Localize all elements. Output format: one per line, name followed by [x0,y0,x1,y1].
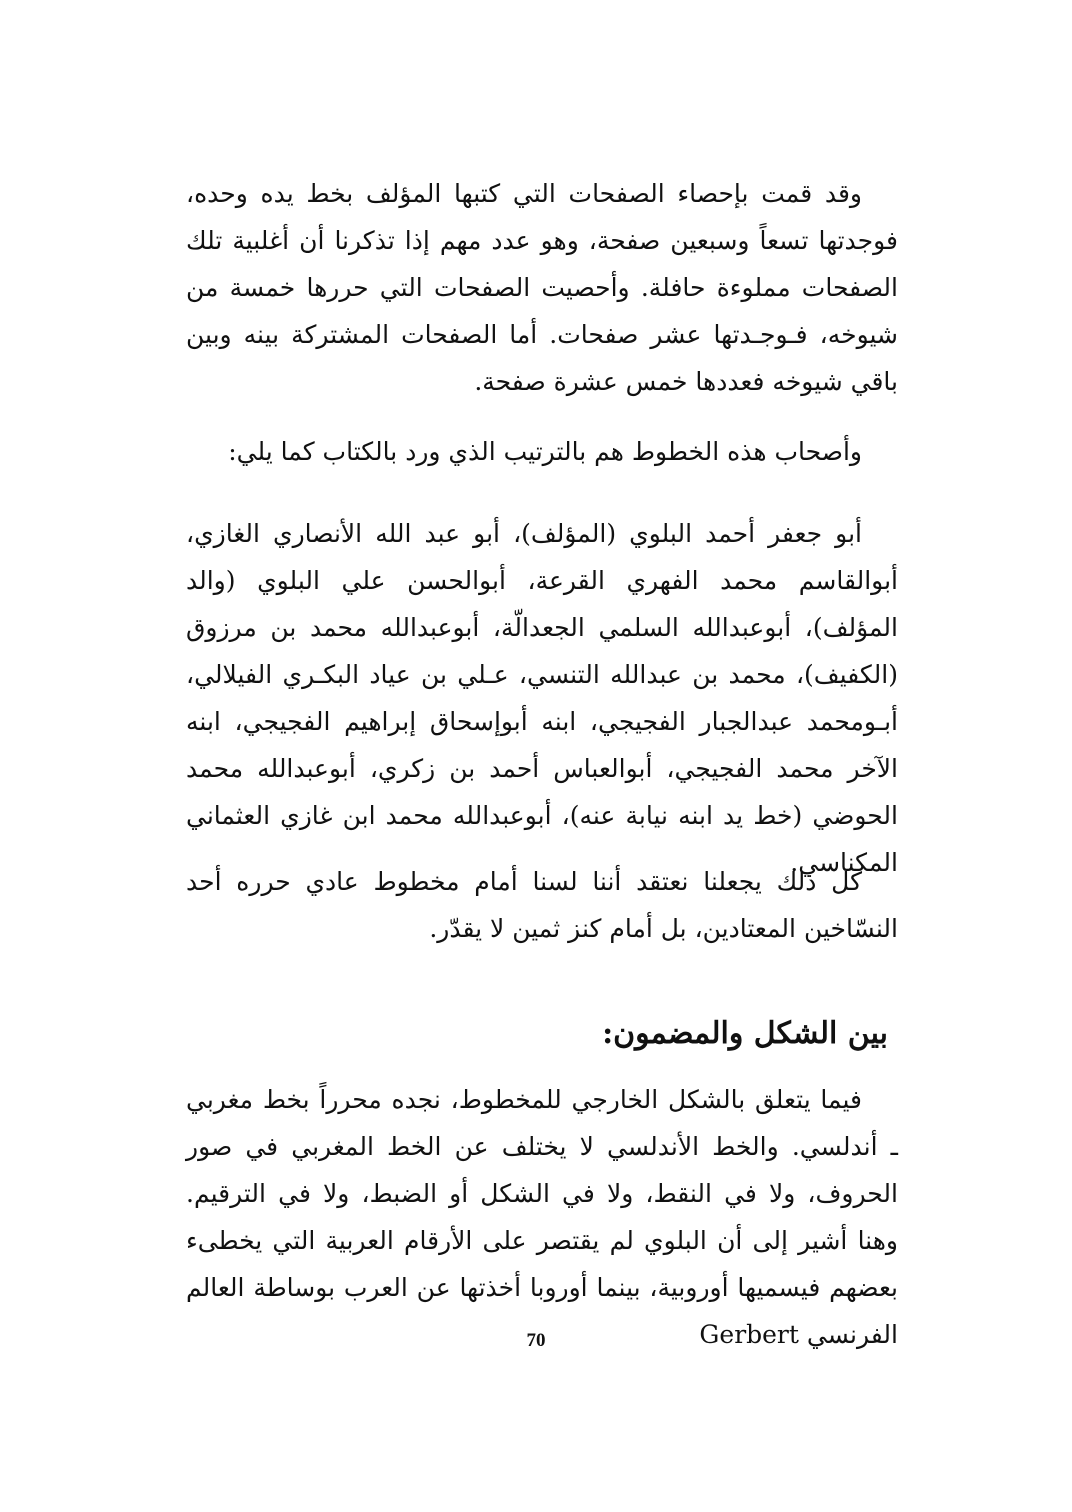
paragraph-page-count [186,170,898,405]
paragraph-conclusion [186,858,898,952]
paragraph-owners-list [186,510,898,886]
paragraph-script-description [186,1076,898,1358]
paragraph-script-description-text: فيما يتعلق بالشكل الخارجي للمخطوط، نجده محرراً بخط مغربي ـ أندلسي. والخط الأندلسي لا يختلف عن الخط المغربي في صور الحروف، ولا في النقط، ولا في الشكل أو الضبط، ولا في الترقيم. وهنا أشير إلى أن البلوي لم يقتصر على الأرقام العربية التي يخطىء بعضهم فيسميها أوروبية، بينما أوروبا أخذتها عن العرب بوساطة العالم الفرنسي Gerbert [186,1085,898,1349]
paragraph-owners-intro-text: وأصحاب هذه الخطوط هم بالترتيب الذي ورد بالكتاب كما يلي: [228,437,862,466]
paragraph-owners-intro [186,428,898,475]
paragraph-conclusion-text: كل ذلك يجعلنا نعتقد أننا لسنا أمام مخطوط عادي حرره أحد النسّاخين المعتادين، بل أمام كنز ثمين لا يقدّر. [186,867,898,943]
paragraph-page-count-text: وقد قمت بإحصاء الصفحات التي كتبها المؤلف بخط يده وحده، فوجدتها تسعاً وسبعين صفحة، وهو عدد مهم إذا تذكرنا أن أغلبية تلك الصفحات مملوءة حافلة. وأحصيت الصفحات التي حررها خمسة من شيوخه، فـوجـدتها عشر صفحات. أما الصفحات المشتركة بينه وبين باقي شيوخه فعددها خمس عشرة صفحة. [186,179,898,396]
page-number: 70 [526,1330,546,1351]
section-heading: بين الشكل والمضمون: [602,1016,888,1051]
paragraph-owners-list-text: أبو جعفر أحمد البلوي (المؤلف)، أبو عبد الله الأنصاري الغازي، أبوالقاسم محمد الفهري القرعة، أبوالحسن علي البلوي (والد المؤلف)، أبوعبدالله السلمي الجعدالّة، أبوعبدالله محمد بن مرزوق (الكفيف)، محمد بن عبدالله التنسي، عـلي بن عياد البكـري الفيلالي، أبـومحمد عبدالجبار الفجيجي، ابنه أبوإسحاق إبراهيم الفجيجي، ابنه الآخر محمد الفجيجي، أبوالعباس أحمد بن زكري، أبوعبدالله محمد الحوضي (خط يد ابنه نيابة عنه)، أبوعبدالله محمد ابن غازي العثماني المكناسي. [186,519,899,877]
